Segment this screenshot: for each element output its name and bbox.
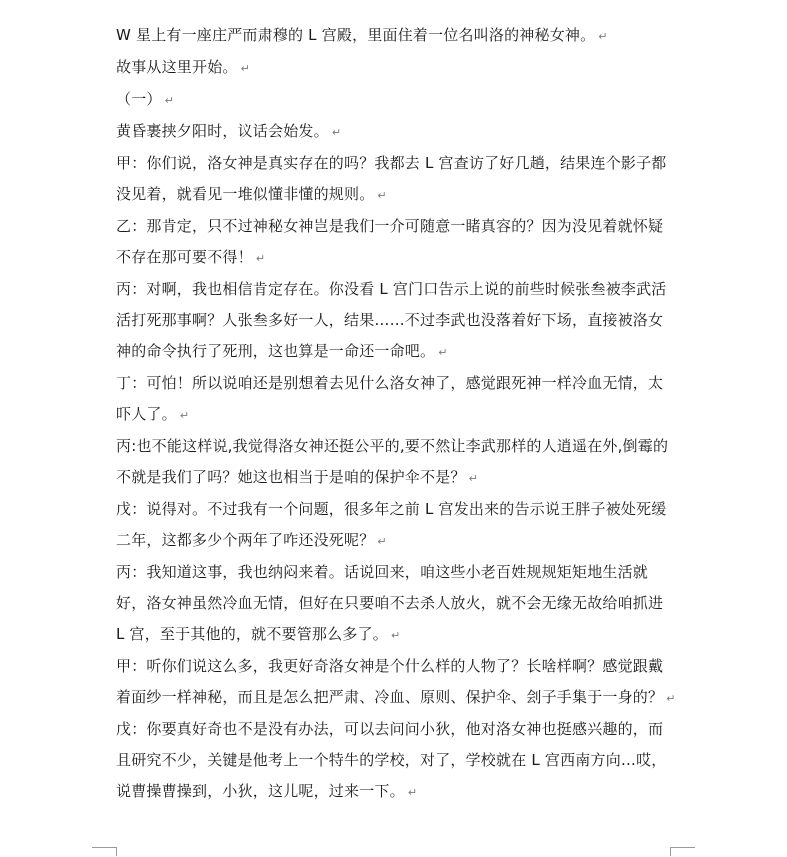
paragraph-intro	[116, 20, 676, 52]
dialogue-jia-2	[116, 651, 676, 714]
paragraph-mark-icon: ↵	[666, 692, 676, 705]
section-heading	[116, 84, 676, 116]
paragraph-mark-icon: ↵	[438, 346, 448, 359]
dialogue-wu-2	[116, 714, 676, 808]
paragraph-mark-icon: ↵	[377, 535, 387, 548]
paragraph-text: 戊：你要真好奇也不是没有办法，可以去问问小狄，他对洛女神也挺感兴趣的，而且研究不少，关键是他考上一个特牛的学校，对了，学校就在 L 宫西南方向…哎，说曹操曹操到，小狄，这儿呢，过来一下。	[116, 720, 667, 800]
dialogue-wu-1	[116, 494, 676, 557]
dialogue-ding-1	[116, 368, 676, 431]
paragraph-mark-icon: ↵	[598, 30, 608, 43]
paragraph-text: （一）	[116, 90, 162, 108]
dialogue-yi-1	[116, 211, 676, 274]
paragraph-text: 甲：你们说，洛女神是真实存在的吗？我都去 L 宫查访了好几趟，结果连个影子都没见着，就看见一堆似懂非懂的规则。	[116, 154, 667, 203]
paragraph-text: 丙：我知道这事，我也纳闷来着。话说回来，咱这些小老百姓规规矩矩地生活就好，洛女神虽然冷血无情，但好在只要咱不去杀人放火，就不会无缘无故给咱抓进 L 宫，至于其他的，就不要管那么多了。	[116, 563, 664, 643]
paragraph-mark-icon: ↵	[240, 62, 251, 75]
paragraph-mark-icon: ↵	[179, 409, 190, 422]
paragraph-text: 故事从这里开始。	[116, 58, 238, 76]
paragraph-mark-icon: ↵	[331, 126, 342, 139]
paragraph-mark-icon: ↵	[377, 189, 387, 202]
paragraph-mark-icon: ↵	[255, 252, 266, 265]
dialogue-bing-3	[116, 557, 676, 651]
paragraph-text: 丁：可怕！所以说咱还是别想着去见什么洛女神了，感觉跟死神一样冷血无情，太吓人了。	[116, 374, 664, 423]
paragraph-start	[116, 52, 676, 84]
paragraph-mark-icon: ↵	[407, 786, 418, 799]
document-body[interactable]	[116, 20, 676, 808]
paragraph-text: 黄昏裹挟夕阳时，议话会始发。	[116, 122, 329, 140]
paragraph-mark-icon: ↵	[164, 94, 175, 107]
margin-corner-left-icon	[92, 847, 117, 856]
paragraph-text: W 星上有一座庄严而肃穆的 L 宫殿，里面住着一位名叫洛的神秘女神。	[116, 26, 596, 44]
dialogue-bing-1	[116, 274, 676, 368]
dialogue-bing-2	[116, 431, 676, 494]
paragraph-text: 乙：那肯定，只不过神秘女神岂是我们一介可随意一睹真容的？因为没见着就怀疑不存在那可要不得！	[116, 217, 664, 266]
paragraph-text: 戊：说得对。不过我有一个问题，很多年之前 L 宫发出来的告示说王胖子被处死缓二年，这都多少个两年了咋还没死呢？	[116, 500, 667, 549]
paragraph-text: 丙：对啊，我也相信肯定存在。你没看 L 宫门口告示上说的前些时候张叁被李武活活打死那事啊？人张叁多好一人，结果……不过李武也没落着好下场，直接被洛女神的命令执行了死刑，这也算是一命还一命吧。	[116, 280, 667, 360]
paragraph-dusk	[116, 116, 676, 148]
paragraph-text: 甲：听你们说这么多，我更好奇洛女神是个什么样的人物了？长啥样啊？感觉跟戴着面纱一样神秘，而且是怎么把严肃、冷血、原则、保护伞、刽子手集于一身的？	[116, 657, 664, 706]
dialogue-jia-1	[116, 148, 676, 211]
margin-corner-right-icon	[670, 847, 695, 856]
paragraph-text: 丙:也不能这样说,我觉得洛女神还挺公平的,要不然让李武那样的人逍遥在外,倒霉的不就是我们了吗？她这也相当于是咱的保护伞不是？	[116, 437, 669, 486]
paragraph-mark-icon: ↵	[390, 629, 401, 642]
paragraph-mark-icon: ↵	[468, 472, 479, 485]
